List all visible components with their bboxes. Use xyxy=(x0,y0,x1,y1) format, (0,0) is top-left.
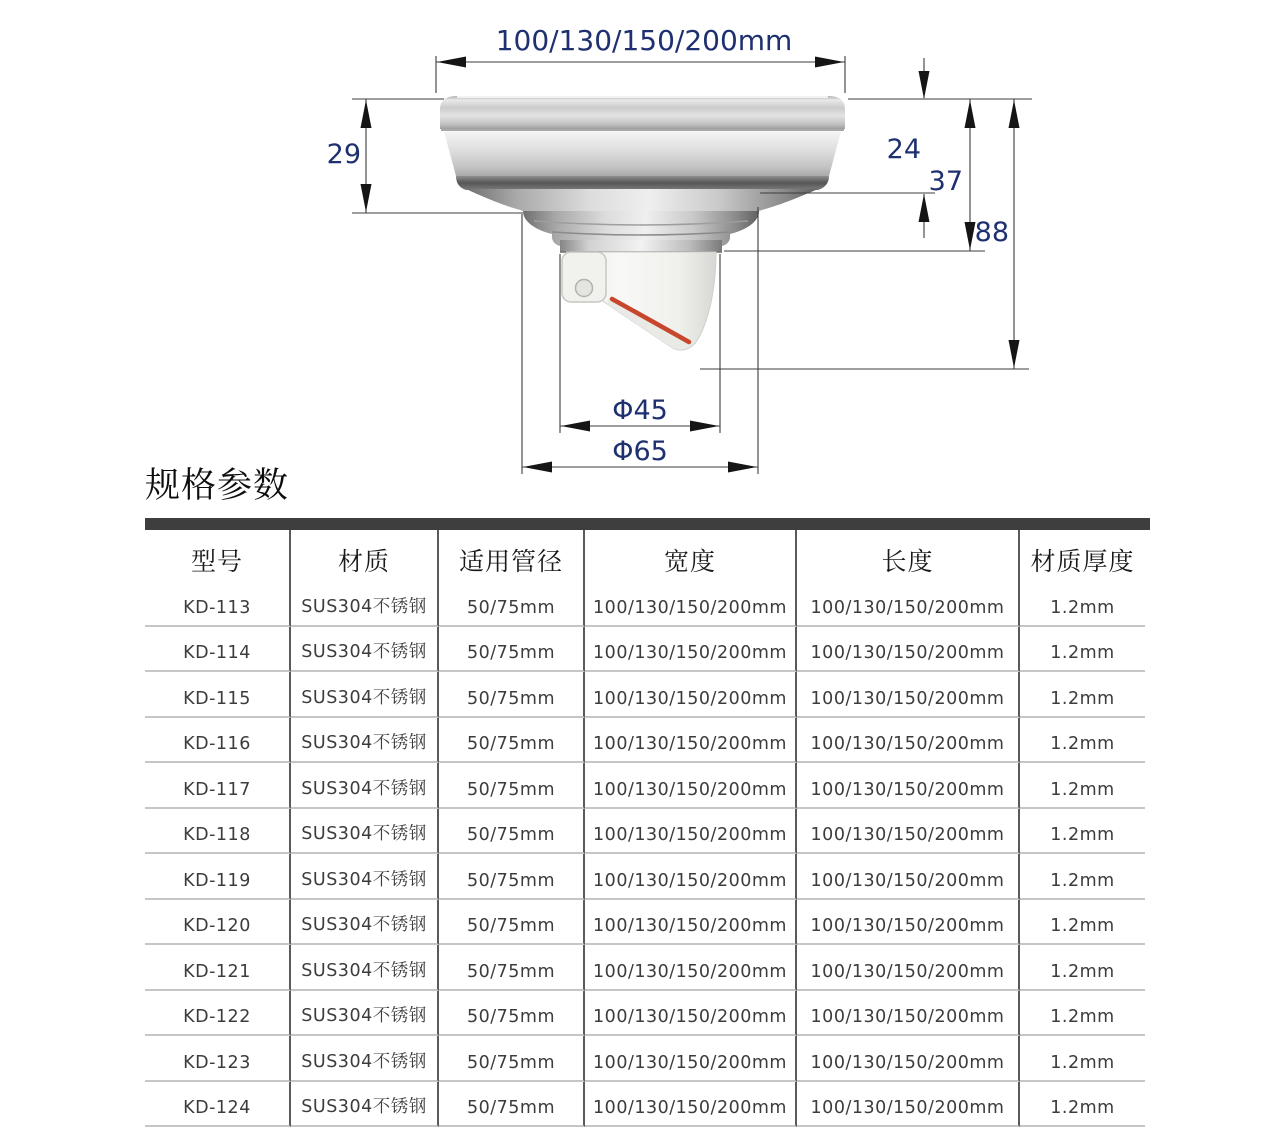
table-cell: 50/75mm xyxy=(439,854,585,900)
dim-top-width-label: 100/130/150/200mm xyxy=(495,24,793,57)
table-cell: 100/130/150/200mm xyxy=(585,581,797,627)
table-cell: 1.2mm xyxy=(1020,581,1145,627)
table-cell: KD-124 xyxy=(145,1082,291,1128)
table-cell: 100/130/150/200mm xyxy=(585,991,797,1037)
table-cell: KD-113 xyxy=(145,581,291,627)
drain-ferrule xyxy=(560,240,722,252)
table-cell: 50/75mm xyxy=(439,900,585,946)
table-cell: 100/130/150/200mm xyxy=(797,900,1020,946)
table-cell: KD-116 xyxy=(145,718,291,764)
column-header-model: 型号 xyxy=(145,530,291,581)
drain-flange-skirt xyxy=(444,132,841,177)
dim-24-label: 24 xyxy=(886,134,921,165)
table-cell: 1.2mm xyxy=(1020,945,1145,991)
table-cell: 100/130/150/200mm xyxy=(585,1082,797,1128)
table-cell: 50/75mm xyxy=(439,991,585,1037)
table-cell: SUS304不锈钢 xyxy=(291,581,439,627)
table-cell: KD-122 xyxy=(145,991,291,1037)
dim-37-label: 37 xyxy=(928,166,963,197)
table-cell: 1.2mm xyxy=(1020,672,1145,718)
table-cell: KD-118 xyxy=(145,809,291,855)
table-cell: 1.2mm xyxy=(1020,854,1145,900)
table-cell: 1.2mm xyxy=(1020,809,1145,855)
dim-top-width xyxy=(436,24,845,93)
table-cell: 50/75mm xyxy=(439,718,585,764)
section-title-bar xyxy=(145,518,1150,530)
drain-flange-top xyxy=(440,96,845,129)
table-cell: 100/130/150/200mm xyxy=(797,1036,1020,1082)
dim-88-label: 88 xyxy=(974,217,1009,248)
drain-flange-underside xyxy=(456,176,829,190)
drain-neck xyxy=(466,189,818,211)
spec-table xyxy=(145,530,1145,1127)
table-cell: KD-115 xyxy=(145,672,291,718)
table-cell: KD-123 xyxy=(145,1036,291,1082)
table-cell: 100/130/150/200mm xyxy=(797,763,1020,809)
table-cell: 100/130/150/200mm xyxy=(585,627,797,673)
table-cell: 100/130/150/200mm xyxy=(797,854,1020,900)
column-header-pipe-size: 适用管径 xyxy=(439,530,585,581)
table-cell: 100/130/150/200mm xyxy=(797,672,1020,718)
section-title: 规格参数 xyxy=(145,466,290,506)
table-cell: 100/130/150/200mm xyxy=(797,1082,1020,1128)
table-cell: 1.2mm xyxy=(1020,718,1145,764)
dim-phi45-label: Φ45 xyxy=(612,395,668,426)
table-cell: KD-119 xyxy=(145,854,291,900)
table-cell: 1.2mm xyxy=(1020,1082,1145,1128)
table-cell: 100/130/150/200mm xyxy=(797,581,1020,627)
table-cell: 100/130/150/200mm xyxy=(797,809,1020,855)
table-cell: 50/75mm xyxy=(439,672,585,718)
table-cell: SUS304不锈钢 xyxy=(291,627,439,673)
table-cell: 100/130/150/200mm xyxy=(797,991,1020,1037)
table-cell: 100/130/150/200mm xyxy=(585,945,797,991)
column-header-width: 宽度 xyxy=(585,530,797,581)
table-cell: 50/75mm xyxy=(439,809,585,855)
table-cell: 50/75mm xyxy=(439,581,585,627)
table-cell: SUS304不锈钢 xyxy=(291,1036,439,1082)
table-cell: SUS304不锈钢 xyxy=(291,991,439,1037)
table-cell: 1.2mm xyxy=(1020,627,1145,673)
table-cell: 50/75mm xyxy=(439,945,585,991)
table-cell: SUS304不锈钢 xyxy=(291,809,439,855)
table-cell: 50/75mm xyxy=(439,627,585,673)
table-cell: KD-114 xyxy=(145,627,291,673)
table-cell: 50/75mm xyxy=(439,1082,585,1128)
column-header-length: 长度 xyxy=(797,530,1020,581)
table-cell: 100/130/150/200mm xyxy=(797,945,1020,991)
table-cell: 1.2mm xyxy=(1020,1036,1145,1082)
table-cell: SUS304不锈钢 xyxy=(291,718,439,764)
table-cell: KD-117 xyxy=(145,763,291,809)
column-header-thickness: 材质厚度 xyxy=(1030,546,1135,576)
table-cell: 100/130/150/200mm xyxy=(797,718,1020,764)
floor-drain-illustration xyxy=(440,96,845,350)
table-cell: SUS304不锈钢 xyxy=(291,672,439,718)
table-cell: 1.2mm xyxy=(1020,763,1145,809)
dim-29-label: 29 xyxy=(326,139,361,170)
dim-phi65-label: Φ65 xyxy=(612,436,668,467)
table-cell: 1.2mm xyxy=(1020,991,1145,1037)
table-cell: 1.2mm xyxy=(1020,900,1145,946)
table-cell: 100/130/150/200mm xyxy=(585,900,797,946)
table-cell: 50/75mm xyxy=(439,763,585,809)
table-cell: SUS304不锈钢 xyxy=(291,900,439,946)
table-cell: 100/130/150/200mm xyxy=(585,809,797,855)
table-cell: 100/130/150/200mm xyxy=(797,627,1020,673)
table-cell: KD-121 xyxy=(145,945,291,991)
table-cell: 100/130/150/200mm xyxy=(585,854,797,900)
table-cell: KD-120 xyxy=(145,900,291,946)
valve-hinge-pin xyxy=(576,280,593,297)
table-cell: SUS304不锈钢 xyxy=(291,854,439,900)
product-dimension-diagram xyxy=(0,0,1280,480)
table-cell: 100/130/150/200mm xyxy=(585,1036,797,1082)
table-cell: 100/130/150/200mm xyxy=(585,672,797,718)
table-cell: 100/130/150/200mm xyxy=(585,718,797,764)
table-cell: SUS304不锈钢 xyxy=(291,763,439,809)
table-cell: SUS304不锈钢 xyxy=(291,1082,439,1128)
table-cell: SUS304不锈钢 xyxy=(291,945,439,991)
table-cell: 50/75mm xyxy=(439,1036,585,1082)
column-header-material: 材质 xyxy=(291,530,439,581)
table-cell: 100/130/150/200mm xyxy=(585,763,797,809)
